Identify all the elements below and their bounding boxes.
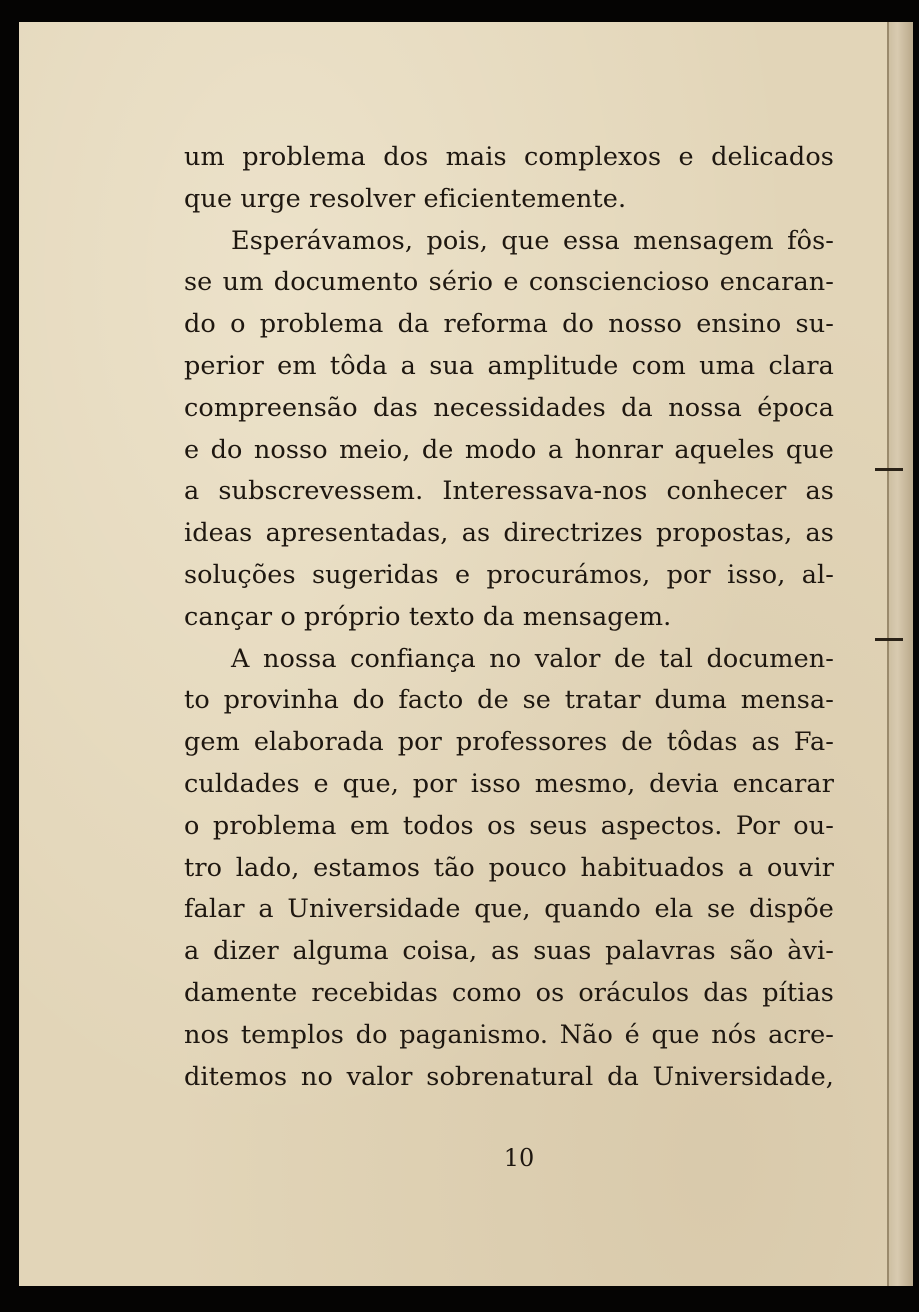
text-line: cançar o próprio texto da mensagem. [184, 601, 672, 632]
text-line: compreensão das necessidades da nossa época [184, 392, 834, 423]
binding-mark [875, 468, 903, 471]
text-line: e do nosso meio, de modo a honrar aqueles que [184, 434, 834, 465]
text-line: perior em tôda a sua amplitude com uma clara [184, 350, 834, 381]
text-line: damente recebidas como os oráculos das pítias [184, 977, 834, 1008]
text-line: nos templos do paganismo. Não é que nós acre- [184, 1019, 834, 1050]
binding-mark [875, 638, 903, 641]
text-line: soluções sugeridas e procurámos, por isso, al- [184, 559, 834, 590]
text-line: to provinha do facto de se tratar duma mensa- [184, 685, 834, 716]
book-page [19, 22, 887, 1286]
text-line: a dizer alguma coisa, as suas palavras são àvi- [184, 936, 834, 967]
text-line: se um documento sério e consciencioso encaran- [184, 267, 834, 298]
text-line: o problema em todos os seus aspectos. Por ou- [184, 810, 834, 841]
body-text [184, 137, 834, 1098]
text-line: Esperávamos, pois, que essa mensagem fôs- [231, 225, 834, 256]
text-line: do o problema da reforma do nosso ensino su- [184, 309, 834, 340]
text-line: ideas apresentadas, as directrizes propostas, as [184, 518, 834, 549]
page-edge [887, 22, 913, 1286]
text-line: culdades e que, por isso mesmo, devia encarar [184, 768, 834, 799]
text-line: que urge resolver eficientemente. [184, 183, 627, 214]
text-line: ditemos no valor sobrenatural da Universidade, [184, 1061, 834, 1092]
text-line: tro lado, estamos tão pouco habituados a ouvir [184, 852, 834, 883]
text-line: um problema dos mais complexos e delicados [184, 142, 834, 172]
text-line: gem elaborada por professores de tôdas as Fa- [184, 727, 834, 758]
text-line: A nossa confiança no valor de tal documen- [231, 643, 834, 674]
page-number: 10 [503, 1144, 535, 1172]
text-line: a subscrevessem. Interessava-nos conhecer as [184, 476, 834, 507]
text-line: falar a Universidade que, quando ela se dispõe [184, 894, 834, 925]
